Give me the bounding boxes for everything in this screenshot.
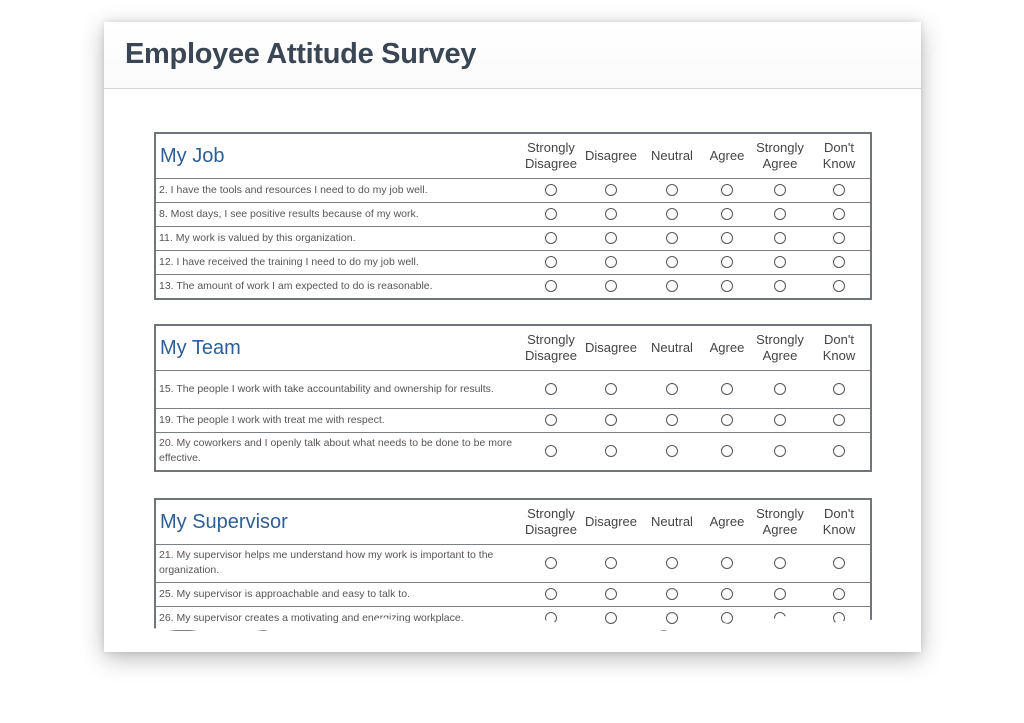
question-text: 8. Most days, I see positive results because of my work. (156, 202, 522, 226)
sheet-header (104, 22, 921, 89)
radio-disagree[interactable] (605, 232, 617, 244)
radio-strongly-agree[interactable] (774, 588, 786, 600)
radio-agree[interactable] (721, 232, 733, 244)
radio-strongly-agree[interactable] (774, 557, 786, 569)
column-header-dont-know: Don't Know (822, 331, 856, 363)
radio-strongly-disagree[interactable] (545, 588, 557, 600)
radio-disagree[interactable] (605, 208, 617, 220)
radio-dont-know[interactable] (833, 445, 845, 457)
column-header-agree: Agree (709, 147, 745, 163)
question-text: 19. The people I work with treat me with respect. (156, 408, 522, 432)
survey-sheet (104, 22, 921, 652)
radio-neutral[interactable] (666, 557, 678, 569)
radio-agree[interactable] (721, 557, 733, 569)
column-header-strongly-disagree: Strongly Disagree (524, 139, 578, 171)
radio-neutral[interactable] (666, 184, 678, 196)
radio-disagree[interactable] (605, 588, 617, 600)
radio-strongly-disagree[interactable] (545, 445, 557, 457)
section-title: My Team (160, 336, 241, 359)
radio-neutral[interactable] (666, 208, 678, 220)
question-row (156, 178, 870, 202)
question-text: 20. My coworkers and I openly talk about what needs to be done to be more effective. (156, 432, 522, 470)
question-row (156, 408, 870, 432)
radio-strongly-disagree[interactable] (545, 383, 557, 395)
column-header-neutral: Neutral (651, 339, 693, 355)
radio-dont-know[interactable] (833, 414, 845, 426)
radio-disagree[interactable] (605, 256, 617, 268)
radio-neutral[interactable] (666, 588, 678, 600)
radio-neutral[interactable] (666, 280, 678, 292)
radio-agree[interactable] (721, 414, 733, 426)
radio-agree[interactable] (721, 256, 733, 268)
question-row (156, 544, 870, 582)
radio-strongly-agree[interactable] (774, 383, 786, 395)
radio-dont-know[interactable] (833, 383, 845, 395)
question-text: 21. My supervisor helps me understand how my work is important to the organization. (156, 544, 522, 582)
column-header-neutral: Neutral (651, 147, 693, 163)
question-text: 25. My supervisor is approachable and easy to talk to. (156, 582, 522, 606)
radio-dont-know[interactable] (833, 557, 845, 569)
radio-disagree[interactable] (605, 184, 617, 196)
radio-disagree[interactable] (605, 445, 617, 457)
section-title: My Job (160, 144, 225, 167)
column-header-strongly-agree: Strongly Agree (756, 331, 804, 363)
column-header-disagree: Disagree (584, 339, 638, 355)
radio-strongly-disagree[interactable] (545, 280, 557, 292)
column-header-disagree: Disagree (584, 513, 638, 529)
question-row (156, 582, 870, 606)
section-title: My Supervisor (160, 510, 288, 533)
radio-strongly-disagree[interactable] (545, 232, 557, 244)
column-header-disagree: Disagree (584, 147, 638, 163)
question-text: 26. My supervisor creates a motivating and energizing workplace. (156, 606, 522, 630)
column-header-strongly-agree: Strongly Agree (756, 505, 804, 537)
radio-agree[interactable] (721, 184, 733, 196)
radio-strongly-agree[interactable] (774, 445, 786, 457)
radio-strongly-agree[interactable] (774, 184, 786, 196)
question-row (156, 202, 870, 226)
question-row (156, 432, 870, 470)
question-row (156, 226, 870, 250)
radio-dont-know[interactable] (833, 280, 845, 292)
radio-agree[interactable] (721, 445, 733, 457)
page-title: Employee Attitude Survey (125, 38, 477, 70)
radio-agree[interactable] (721, 588, 733, 600)
radio-strongly-disagree[interactable] (545, 256, 557, 268)
question-text: 11. My work is valued by this organization. (156, 226, 522, 250)
radio-neutral[interactable] (666, 232, 678, 244)
radio-disagree[interactable] (605, 414, 617, 426)
radio-disagree[interactable] (605, 383, 617, 395)
column-header-neutral: Neutral (651, 513, 693, 529)
column-header-strongly-agree: Strongly Agree (756, 139, 804, 171)
column-header-strongly-disagree: Strongly Disagree (524, 331, 578, 363)
question-row (156, 370, 870, 408)
radio-strongly-agree[interactable] (774, 256, 786, 268)
column-header-agree: Agree (709, 513, 745, 529)
column-header-strongly-disagree: Strongly Disagree (524, 505, 578, 537)
radio-strongly-disagree[interactable] (545, 184, 557, 196)
radio-neutral[interactable] (666, 383, 678, 395)
radio-dont-know[interactable] (833, 208, 845, 220)
radio-strongly-disagree[interactable] (545, 414, 557, 426)
question-row (156, 250, 870, 274)
radio-agree[interactable] (721, 280, 733, 292)
radio-disagree[interactable] (605, 557, 617, 569)
radio-agree[interactable] (721, 208, 733, 220)
question-text: 12. I have received the training I need to do my job well. (156, 250, 522, 274)
section-my-team (154, 324, 872, 472)
radio-neutral[interactable] (666, 445, 678, 457)
question-row (156, 274, 870, 298)
radio-agree[interactable] (721, 383, 733, 395)
column-header-dont-know: Don't Know (822, 505, 856, 537)
radio-neutral[interactable] (666, 414, 678, 426)
radio-dont-know[interactable] (833, 256, 845, 268)
radio-strongly-agree[interactable] (774, 208, 786, 220)
radio-disagree[interactable] (605, 280, 617, 292)
radio-strongly-agree[interactable] (774, 280, 786, 292)
question-text: 15. The people I work with take accountability and ownership for results. (156, 370, 522, 408)
column-header-agree: Agree (709, 339, 745, 355)
radio-strongly-agree[interactable] (774, 232, 786, 244)
question-text: 2. I have the tools and resources I need to do my job well. (156, 178, 522, 202)
radio-dont-know[interactable] (833, 184, 845, 196)
radio-dont-know[interactable] (833, 232, 845, 244)
torn-edge (104, 612, 921, 652)
radio-strongly-disagree[interactable] (545, 557, 557, 569)
radio-strongly-disagree[interactable] (545, 208, 557, 220)
column-header-dont-know: Don't Know (822, 139, 856, 171)
radio-neutral[interactable] (666, 256, 678, 268)
radio-dont-know[interactable] (833, 588, 845, 600)
radio-strongly-agree[interactable] (774, 414, 786, 426)
question-text: 13. The amount of work I am expected to do is reasonable. (156, 274, 522, 298)
section-my-job (154, 132, 872, 300)
